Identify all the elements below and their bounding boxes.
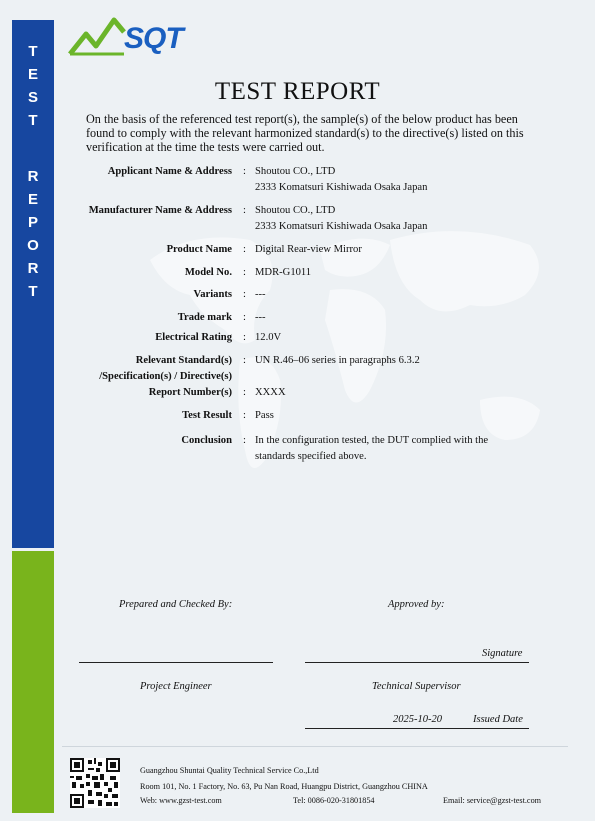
issued-date-value: 2025-10-20	[393, 714, 442, 725]
footer-tel: Tel: 0086-020-31801854	[293, 796, 375, 805]
page-title: TEST REPORT	[214, 78, 381, 105]
qr-code-icon	[70, 758, 120, 808]
project-engineer-label: Project Engineer	[140, 681, 212, 692]
issued-date-label: Issued Date	[473, 714, 523, 725]
footer-web: Web: www.gzst-test.com	[140, 796, 222, 805]
logo-text: SQT	[124, 22, 183, 55]
signature-label: Signature	[482, 648, 523, 659]
issued-date-line	[305, 728, 529, 729]
technical-supervisor-label: Technical Supervisor	[372, 681, 461, 692]
footer-divider	[62, 746, 568, 747]
prepared-by-label: Prepared and Checked By:	[119, 599, 233, 610]
footer-email: Email: service@gzst-test.com	[443, 796, 542, 805]
vertical-word-report: R E P O R T	[27, 168, 39, 300]
footer-company: Guangzhou Shuntai Quality Technical Service Co.,Ltd	[140, 766, 319, 775]
footer-address: Room 101, No. 1 Factory, No. 63, Pu Nan Road, Huangpu District, Guangzhou CHINA	[140, 782, 428, 791]
approved-signature-line	[305, 662, 529, 663]
intro-paragraph: On the basis of the referenced test report(s), the sample(s) of the below product has been found to comply with the relevant harmonized standard(s) to the directive(s) listed on this verification at the time the tests were carried out.	[86, 112, 524, 154]
prepared-signature-line	[79, 662, 273, 663]
vertical-word-test: T E S T	[27, 43, 38, 129]
approved-by-label: Approved by:	[388, 599, 445, 610]
test-report-page: T E S T R E P O R T SQT TEST REPORT On the basis of the referenced test report(s), the sample(s) of the below product has been found to comply with the relevant harmonized standard(s) to the directive(s) listed on this verification at the time the tests were carried out. Applicant Name & Address : Shoutou CO., LTD 2333 Komatsuri Kishiwada Osaka Japan Manufacturer Name & Address : Shoutou CO., LTD 2333 Komatsuri Kishiwada Osaka Japan Product Name : Digital Rear-view Mirror Model No. : MDR-G1011 Variants : --- Trade mark : --- Electrical Rating : 12.0V Relevant Standard(s) /Specification(s) / Directive(s) : UN R.46–06 series in paragraphs 6.3.2 Report Number(s) : XXXX Test Result : Pass Conclusion : In the configuration tested, the DUT complied with the standards specified above. Prepared and Checked By: Approved by: Signature Project Engineer Technical Supervisor 2025-10-20 Issued Date Guangzhou Shuntai Quality Technical Service Co.,Ltd Room 101, No. 1 Factory, No. 63, Pu Nan Road, Huangpu District, Guangzhou CHINA Web: www.gzst-test.com Tel: 0086-020-31801854 Email: service@gzst-test.com	[0, 0, 595, 821]
side-band-green	[12, 551, 54, 813]
